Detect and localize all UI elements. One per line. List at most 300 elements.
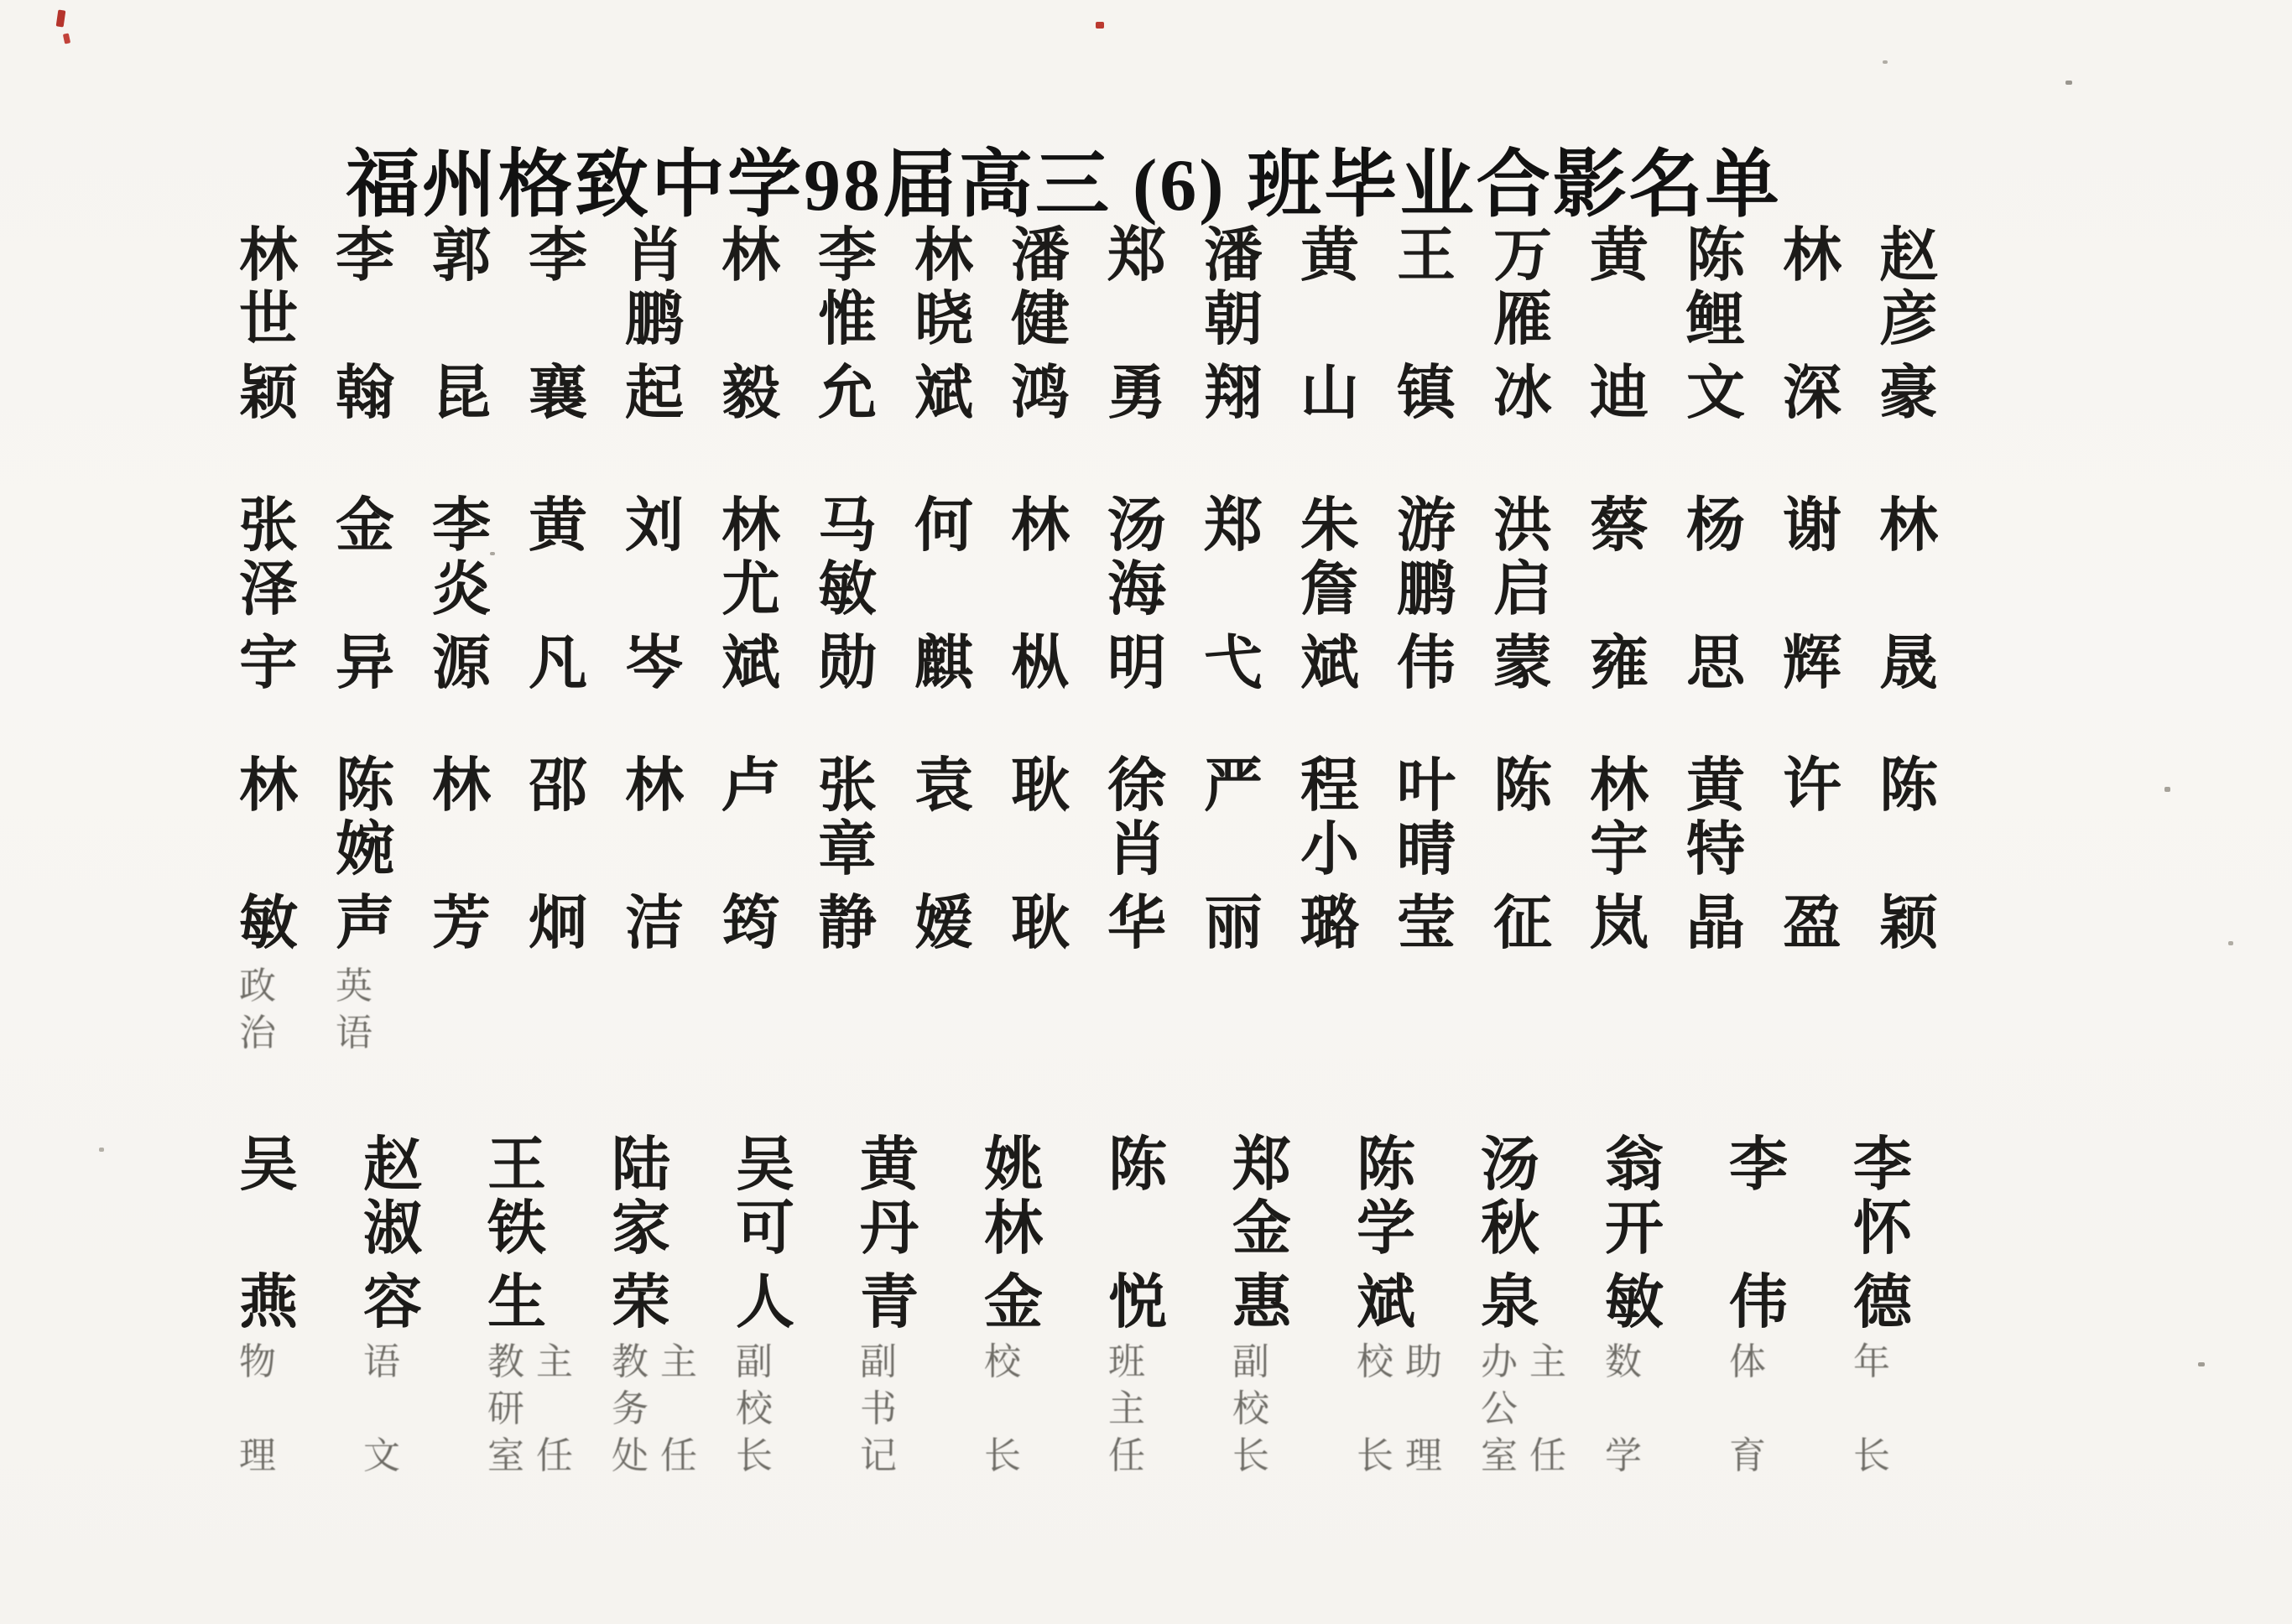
name-column (1590, 225, 1686, 426)
role-char: 副 (1232, 1341, 1269, 1382)
name-char: 世 (239, 288, 298, 352)
name-column (1605, 1134, 1729, 1480)
scan-dust-speck (99, 1148, 104, 1152)
role-note (239, 1339, 363, 1480)
name-char: 健 (1011, 288, 1070, 352)
name-char: 婉 (336, 818, 394, 882)
name-char: 泉 (1481, 1271, 1539, 1335)
name-char: 林 (625, 754, 684, 819)
name-char: 起 (625, 362, 684, 426)
role-char: 室 (487, 1435, 524, 1476)
role-char: 办 (1481, 1341, 1518, 1382)
name-char: 尤 (721, 558, 780, 622)
name-char: 雁 (1493, 288, 1552, 352)
name-char: 黄 (860, 1133, 919, 1198)
name-char: 镇 (1397, 362, 1456, 426)
scan-dust-speck (2164, 787, 2170, 792)
name-char: 晴 (1397, 818, 1456, 882)
name-char: 林 (432, 754, 491, 819)
name-char: 枞 (1011, 632, 1070, 696)
name-column (818, 495, 914, 696)
name-char: 静 (818, 892, 877, 956)
name-column (625, 225, 721, 426)
name-char: 宇 (239, 632, 298, 696)
name-char: 许 (1783, 754, 1841, 819)
name-char: 金 (336, 494, 394, 559)
role-char: 研 (487, 1388, 524, 1429)
name-char: 人 (736, 1271, 794, 1335)
name-char: 麒 (914, 632, 973, 696)
name-char (1590, 559, 1686, 622)
name-char: 耿 (1011, 892, 1070, 956)
name-char: 翁 (1605, 1133, 1664, 1198)
name-char: 勇 (1107, 362, 1166, 426)
name-row-3 (239, 755, 1976, 1104)
role-note-column (1232, 1339, 1281, 1480)
name-char: 洪 (1493, 494, 1552, 559)
role-char: 物 (239, 1341, 276, 1382)
name-char: 徐 (1107, 754, 1166, 819)
name-char: 蒙 (1493, 632, 1552, 696)
role-char (1729, 1386, 1778, 1433)
role-char: 助 (1405, 1341, 1442, 1382)
role-char (536, 1386, 585, 1433)
role-note-column (612, 1339, 660, 1480)
name-char: 朝 (1204, 288, 1263, 352)
scan-dust-speck (2198, 1362, 2205, 1366)
name-char: 怀 (1853, 1197, 1912, 1262)
name-column (1204, 225, 1300, 426)
name-char: 谢 (1783, 494, 1841, 559)
name-char: 翔 (1204, 362, 1263, 426)
name-char: 彦 (1879, 288, 1938, 352)
name-char: 肖 (1107, 818, 1166, 882)
role-note-column (1108, 1339, 1157, 1480)
name-column (1300, 225, 1397, 426)
name-column (1729, 1134, 1853, 1480)
name-char: 晓 (914, 288, 973, 352)
name-char: 小 (1300, 818, 1359, 882)
name-char (1397, 289, 1493, 352)
name-char: 黄 (1686, 754, 1745, 819)
name-char: 筠 (721, 892, 780, 956)
name-char: 陈 (1357, 1133, 1415, 1198)
name-column (1300, 495, 1397, 696)
name-char: 豪 (1879, 362, 1938, 426)
role-char: 长 (1232, 1435, 1269, 1476)
name-char (1300, 289, 1397, 352)
name-column (1108, 1134, 1232, 1480)
role-char: 校 (1357, 1341, 1393, 1382)
name-char: 黄 (529, 494, 587, 559)
scan-dust-speck (1883, 60, 1888, 64)
role-note (1357, 1339, 1481, 1480)
role-note-column (1853, 1339, 1902, 1480)
name-char: 凡 (529, 632, 587, 696)
name-char: 宇 (1590, 818, 1649, 882)
role-char: 教 (612, 1341, 649, 1382)
name-char: 华 (1107, 892, 1166, 956)
name-char: 金 (1232, 1197, 1291, 1262)
name-char: 赵 (1879, 224, 1938, 289)
name-column (1493, 495, 1590, 696)
name-char: 晶 (1686, 892, 1745, 956)
name-column (625, 755, 721, 1104)
name-char: 荣 (612, 1271, 670, 1335)
name-char: 毅 (721, 362, 780, 426)
role-note-column (1481, 1339, 1529, 1480)
name-char: 颖 (239, 362, 298, 426)
name-char: 严 (1204, 754, 1263, 819)
name-column (1493, 755, 1590, 1104)
name-char: 马 (818, 494, 877, 559)
name-char: 弋 (1204, 632, 1263, 696)
name-char: 赵 (363, 1133, 422, 1198)
role-note (1108, 1339, 1232, 1480)
name-char (1107, 289, 1204, 352)
name-char: 林 (1011, 494, 1070, 559)
role-char: 任 (536, 1435, 573, 1476)
name-column (721, 495, 818, 696)
name-char: 李 (818, 224, 877, 289)
name-column (818, 225, 914, 426)
role-char: 室 (1481, 1435, 1518, 1476)
name-column (1686, 755, 1783, 1104)
role-char (363, 1386, 412, 1433)
name-char: 郑 (1204, 494, 1263, 559)
role-char (1529, 1386, 1578, 1433)
name-char (239, 1198, 363, 1262)
name-column (432, 755, 529, 1104)
name-char: 吴 (736, 1133, 794, 1198)
name-char: 陈 (1879, 754, 1938, 819)
name-char: 郑 (1107, 224, 1166, 289)
name-char: 敏 (818, 558, 877, 622)
name-char: 炯 (529, 892, 587, 956)
name-char (432, 289, 529, 352)
role-note-column (1529, 1339, 1578, 1480)
scan-dust-speck (2065, 81, 2072, 85)
role-note (1853, 1339, 1977, 1480)
name-char: 明 (1107, 632, 1166, 696)
name-char: 林 (721, 494, 780, 559)
name-column (1011, 495, 1107, 696)
role-char (1605, 1386, 1654, 1433)
role-char: 语 (336, 1012, 372, 1054)
name-char: 芳 (432, 892, 491, 956)
name-char (529, 559, 625, 622)
name-column (1232, 1134, 1357, 1480)
name-char: 黄 (1300, 224, 1359, 289)
name-column (1357, 1134, 1481, 1480)
name-char: 鹏 (625, 288, 684, 352)
name-column (1590, 755, 1686, 1104)
name-char: 思 (1686, 632, 1745, 696)
role-char: 班 (1108, 1341, 1145, 1382)
name-char: 嫒 (914, 892, 973, 956)
name-column (336, 225, 432, 426)
name-char: 张 (818, 754, 877, 819)
role-note-column (1357, 1339, 1405, 1480)
role-note (363, 1339, 487, 1480)
name-char: 丹 (860, 1197, 919, 1262)
name-char (721, 819, 818, 882)
name-char (529, 819, 625, 882)
name-column (1879, 495, 1976, 696)
name-char: 文 (1686, 362, 1745, 426)
name-char (1590, 289, 1686, 352)
name-char: 鸿 (1011, 362, 1070, 426)
name-char: 蔡 (1590, 494, 1649, 559)
role-char (984, 1386, 1033, 1433)
name-char: 林 (984, 1197, 1043, 1262)
name-char: 深 (1783, 362, 1841, 426)
name-char: 卢 (721, 754, 780, 819)
name-char (625, 559, 721, 622)
name-row-1 (239, 225, 1976, 426)
name-column (1204, 755, 1300, 1104)
name-char: 李 (1729, 1133, 1788, 1198)
name-char: 悦 (1108, 1271, 1167, 1335)
name-char: 斌 (1357, 1271, 1415, 1335)
role-char (1853, 1386, 1902, 1433)
name-column (860, 1134, 984, 1480)
name-char (1783, 559, 1879, 622)
role-note-column (984, 1339, 1033, 1480)
name-char: 林 (239, 754, 298, 819)
name-column (914, 495, 1011, 696)
name-char: 章 (818, 818, 877, 882)
name-char: 可 (736, 1197, 794, 1262)
role-char: 副 (860, 1341, 897, 1382)
name-column (1481, 1134, 1605, 1480)
name-char: 岚 (1590, 892, 1649, 956)
name-char (914, 819, 1011, 882)
name-char: 李 (1853, 1133, 1912, 1198)
name-char: 炎 (432, 558, 491, 622)
name-column (336, 495, 432, 696)
name-char: 冰 (1493, 362, 1552, 426)
name-char: 刘 (625, 494, 684, 559)
name-row-4 (239, 1134, 1977, 1480)
name-char: 海 (1107, 558, 1166, 622)
name-char (336, 559, 432, 622)
name-char: 容 (363, 1271, 422, 1335)
role-note (612, 1339, 736, 1480)
role-char: 理 (239, 1435, 276, 1476)
role-char: 理 (1405, 1435, 1442, 1476)
name-char: 伟 (1729, 1271, 1788, 1335)
name-char: 伟 (1397, 632, 1456, 696)
role-note-column (860, 1339, 909, 1480)
name-column (914, 225, 1011, 426)
name-char: 勋 (818, 632, 877, 696)
name-char: 声 (336, 892, 394, 956)
name-char: 丽 (1204, 892, 1263, 956)
role-char: 任 (660, 1435, 697, 1476)
role-note-column (1605, 1339, 1654, 1480)
name-column (529, 225, 625, 426)
role-note-column (336, 963, 384, 1104)
role-note-column (239, 963, 288, 1104)
name-column (1204, 495, 1300, 696)
role-note-column (1405, 1339, 1454, 1480)
name-char: 林 (1783, 224, 1841, 289)
name-char: 迪 (1590, 362, 1649, 426)
name-char: 王 (1397, 224, 1456, 289)
name-char: 何 (914, 494, 973, 559)
role-note-column (1729, 1339, 1778, 1480)
name-char: 允 (818, 362, 877, 426)
name-char (1204, 819, 1300, 882)
name-char: 淑 (363, 1197, 422, 1262)
name-char: 陈 (1686, 224, 1745, 289)
name-char: 惠 (1232, 1271, 1291, 1335)
role-char: 体 (1729, 1341, 1766, 1382)
name-char (1783, 819, 1879, 882)
name-column (529, 495, 625, 696)
name-column (432, 495, 529, 696)
name-char: 郭 (432, 224, 491, 289)
role-char: 治 (239, 1012, 276, 1054)
name-char: 青 (860, 1271, 919, 1335)
name-char (1204, 559, 1300, 622)
name-char: 敏 (239, 892, 298, 956)
name-char: 山 (1300, 362, 1359, 426)
name-char: 颖 (1879, 892, 1938, 956)
name-column (984, 1134, 1108, 1480)
name-char: 詹 (1300, 558, 1359, 622)
role-char (1357, 1386, 1405, 1433)
role-char: 任 (1108, 1435, 1145, 1476)
role-char: 主 (1108, 1388, 1145, 1429)
name-char (1011, 559, 1107, 622)
name-column (1879, 755, 1976, 1104)
name-column (721, 225, 818, 426)
name-char: 朱 (1300, 494, 1359, 559)
name-char: 惟 (818, 288, 877, 352)
role-char (239, 1057, 288, 1104)
role-note (336, 963, 432, 1104)
role-char: 长 (736, 1435, 773, 1476)
role-note (487, 1339, 612, 1480)
role-char: 校 (736, 1388, 773, 1429)
role-note-column (536, 1339, 585, 1480)
role-char: 数 (1605, 1341, 1642, 1382)
name-char: 林 (1879, 494, 1938, 559)
name-char: 岑 (625, 632, 684, 696)
name-char: 吴 (239, 1133, 298, 1198)
name-char (914, 559, 1011, 622)
name-char: 袁 (914, 754, 973, 819)
role-char: 教 (487, 1341, 524, 1382)
name-column (612, 1134, 736, 1480)
name-char: 特 (1686, 818, 1745, 882)
name-char (1108, 1198, 1232, 1262)
name-char: 黄 (1590, 224, 1649, 289)
name-char: 潘 (1204, 224, 1263, 289)
name-char: 李 (432, 494, 491, 559)
role-char: 公 (1481, 1388, 1518, 1429)
role-char: 校 (1232, 1388, 1269, 1429)
role-note (984, 1339, 1108, 1480)
name-char: 陈 (1108, 1133, 1167, 1198)
name-char (1493, 819, 1590, 882)
role-note (1481, 1339, 1605, 1480)
name-char: 异 (336, 632, 394, 696)
name-char (1879, 559, 1976, 622)
name-column (1783, 495, 1879, 696)
name-char: 昆 (432, 362, 491, 426)
name-char (1783, 289, 1879, 352)
role-char: 育 (1729, 1435, 1766, 1476)
name-column (239, 225, 336, 426)
role-note-column (736, 1339, 784, 1480)
name-char: 家 (612, 1197, 670, 1262)
role-char: 主 (660, 1341, 697, 1382)
name-char: 张 (239, 494, 298, 559)
role-char: 语 (363, 1341, 400, 1382)
name-column (721, 755, 818, 1104)
name-column (487, 1134, 612, 1480)
name-column (1879, 225, 1976, 426)
red-ink-speck (1096, 22, 1104, 29)
role-char: 政 (239, 966, 276, 1007)
name-char: 陈 (1493, 754, 1552, 819)
name-row-2 (239, 495, 1976, 696)
name-column (1397, 495, 1493, 696)
name-column (1011, 755, 1107, 1104)
name-column (1783, 225, 1879, 426)
name-char: 肖 (625, 224, 684, 289)
name-char: 盈 (1783, 892, 1841, 956)
name-column (1686, 495, 1783, 696)
name-char (239, 819, 336, 882)
role-char: 处 (612, 1435, 649, 1476)
name-char: 林 (914, 224, 973, 289)
name-char: 林 (239, 224, 298, 289)
name-column (1853, 1134, 1977, 1480)
role-char: 校 (984, 1341, 1021, 1382)
name-char: 雍 (1590, 632, 1649, 696)
name-char: 程 (1300, 754, 1359, 819)
name-char: 泽 (239, 558, 298, 622)
role-char: 务 (612, 1388, 649, 1429)
role-note-column (660, 1339, 709, 1480)
name-column (1397, 225, 1493, 426)
name-char: 潘 (1011, 224, 1070, 289)
name-char: 姚 (984, 1133, 1043, 1198)
role-note (736, 1339, 860, 1480)
name-column (363, 1134, 487, 1480)
name-column (239, 495, 336, 696)
name-column (1686, 225, 1783, 426)
name-char (529, 289, 625, 352)
name-char: 开 (1605, 1197, 1664, 1262)
role-note (1605, 1339, 1729, 1480)
role-char: 任 (1529, 1435, 1566, 1476)
role-note-column (363, 1339, 412, 1480)
role-char: 书 (860, 1388, 897, 1429)
name-char: 启 (1493, 558, 1552, 622)
role-note (239, 963, 336, 1104)
name-char: 德 (1853, 1271, 1912, 1335)
role-char: 主 (1529, 1341, 1566, 1382)
name-char: 金 (984, 1271, 1043, 1335)
name-char: 陆 (612, 1133, 670, 1198)
name-char (721, 289, 818, 352)
name-char: 璐 (1300, 892, 1359, 956)
